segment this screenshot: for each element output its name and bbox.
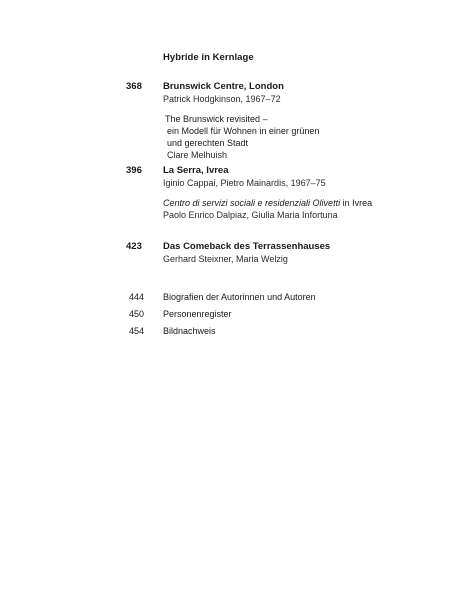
back-matter-label: Personenregister [163, 309, 232, 319]
essay-title-suffix: in Ivrea [340, 198, 373, 208]
entry-subtitle: Iginio Cappai, Pietro Mainardis, 1967–75 [163, 178, 326, 188]
page-number: 454 [129, 326, 145, 336]
entry-body [163, 164, 423, 221]
essay-title-line: ein Modell für Wohnen in einer grünen [167, 126, 320, 136]
essay-title-italic: Centro di servizi sociali e residenziali Olivetti [163, 198, 341, 208]
entry-body [163, 80, 423, 161]
essay-block [163, 197, 423, 221]
section-heading: Hybride in Kernlage [163, 52, 254, 63]
entry-title[interactable]: Das Comeback des Terrassenhauses [163, 241, 331, 252]
page-number: 444 [129, 292, 145, 302]
entry-body [163, 240, 423, 265]
entry-subtitle: Gerhard Steixner, Maria Welzig [163, 254, 288, 264]
entry-title[interactable]: La Serra, Ivrea [163, 165, 229, 176]
entry-title[interactable]: Brunswick Centre, London [163, 81, 284, 92]
back-matter-label: Biografien der Autorinnen und Autoren [163, 292, 316, 302]
essay-title-line: The Brunswick revisited – [165, 114, 268, 124]
essay-title-line [163, 197, 423, 209]
page-number: 423 [126, 241, 142, 252]
essay-block [165, 113, 423, 161]
page-number: 450 [129, 309, 145, 319]
entry-subtitle: Patrick Hodgkinson, 1967–72 [163, 94, 281, 104]
back-matter-label: Bildnachweis [163, 326, 216, 336]
essay-title-line: und gerechten Stadt [167, 138, 249, 148]
essay-author: Paolo Enrico Dalpiaz, Giulia Maria Infortuna [163, 210, 338, 220]
page-number: 396 [126, 165, 142, 176]
essay-author: Clare Melhuish [167, 150, 228, 160]
page-number: 368 [126, 81, 142, 92]
